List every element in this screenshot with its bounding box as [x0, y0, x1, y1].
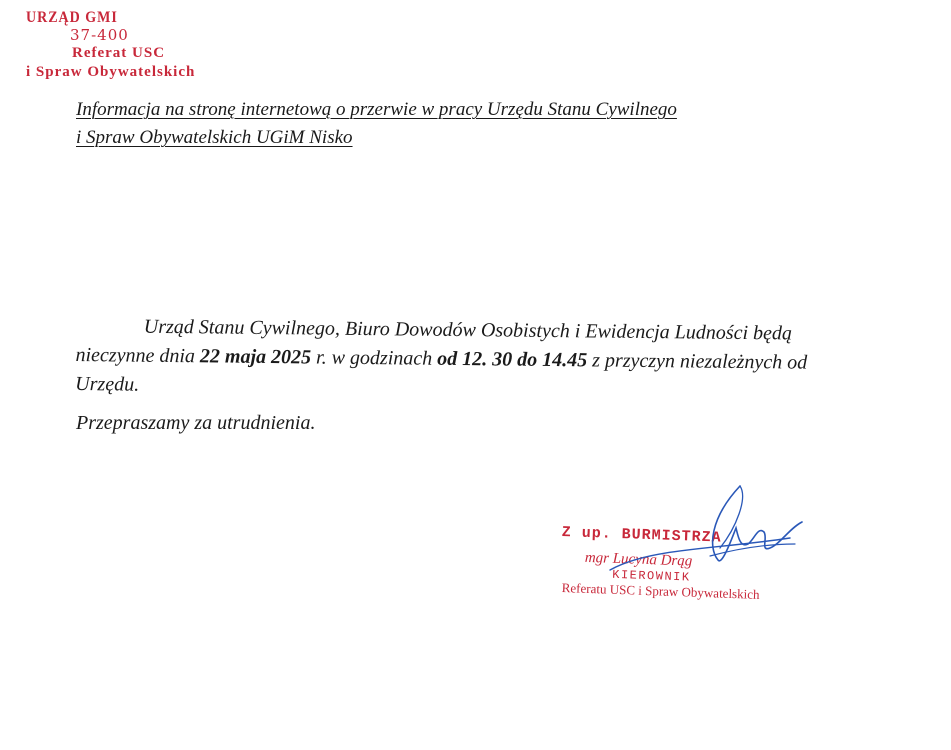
handwritten-signature-icon	[590, 478, 810, 588]
closure-hours: od 12. 30 do 14.45	[437, 347, 588, 372]
closure-date: 22 maja 2025	[199, 345, 312, 369]
office-stamp	[26, 8, 195, 82]
stamp-department: Referat USC	[72, 45, 166, 62]
title-line-1: Informacja na stronę internetową o przerwie w pracy Urzędu Stanu Cywilnego	[76, 99, 677, 120]
stamp-office-name: URZĄD GMI	[26, 9, 118, 27]
document-title	[76, 96, 856, 152]
stamp-signer-name: mgr Lucyna Drąg	[584, 549, 693, 570]
stamp-department-sub: i Spraw Obywatelskich	[26, 64, 196, 80]
body-intro: Urząd Stanu Cywilnego, Biuro Dowodów Osobistych i Ewidencja Ludności będą nieczynne dnia	[75, 315, 793, 368]
stamp-signer-role: KIEROWNIK	[612, 567, 691, 585]
body-reason: z przyczyn niezależnych od Urzędu.	[75, 349, 808, 396]
stamp-postal-code: 37-400	[70, 25, 129, 44]
stamp-signer-department: Referatu USC i Spraw Obywatelskich	[561, 580, 760, 602]
body-date-suffix: r.	[310, 346, 327, 369]
body-hours-intro: w godzinach	[326, 346, 438, 370]
apology-line: Przepraszamy za utrudnienia.	[76, 412, 316, 434]
title-line-2: i Spraw Obywatelskich UGiM Nisko	[76, 127, 353, 148]
paragraph-indent	[76, 332, 144, 333]
announcement-body	[75, 312, 846, 407]
stamp-authority: Z up. BURMISTRZA	[561, 524, 722, 547]
